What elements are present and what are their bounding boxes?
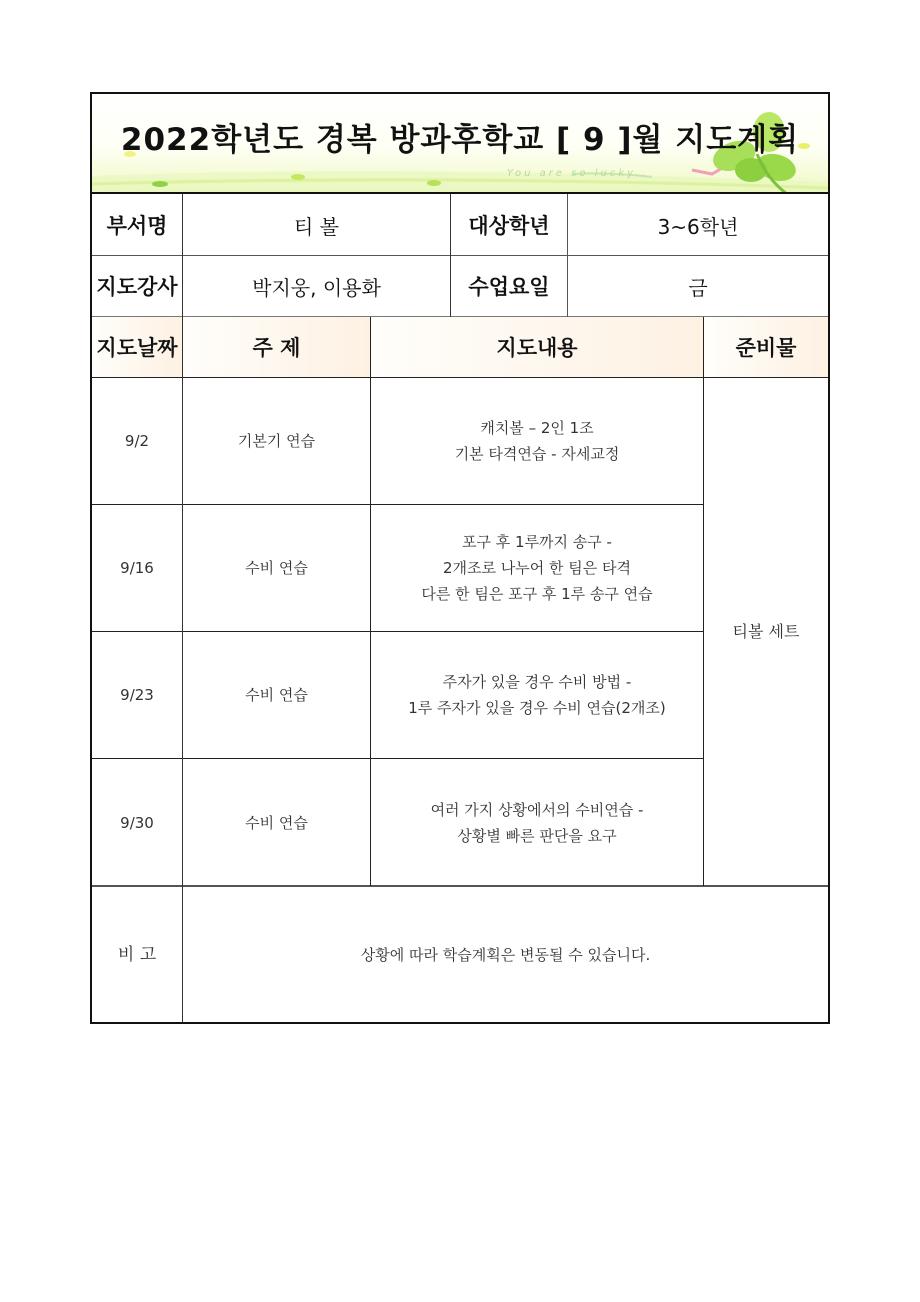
column-header-topic: 주 제 bbox=[183, 317, 370, 377]
row-2-content-line-1: 포구 후 1루까지 송구 - bbox=[462, 533, 612, 551]
row-2-date: 9/16 bbox=[120, 559, 154, 577]
remarks-text: 상황에 따라 학습계획은 변동될 수 있습니다. bbox=[360, 945, 651, 964]
row-1-topic: 기본기 연습 bbox=[237, 432, 316, 450]
row-4-content-line-1: 여러 가지 상황에서의 수비연습 - bbox=[430, 800, 644, 819]
title-banner bbox=[92, 94, 828, 194]
divider bbox=[92, 631, 704, 632]
instructor-value: 박지웅, 이용화 bbox=[252, 275, 381, 300]
divider bbox=[92, 885, 828, 887]
row-3-topic: 수비 연습 bbox=[245, 686, 308, 704]
row-2-content-line-3: 다른 한 팀은 포구 후 1루 송구 연습 bbox=[421, 585, 653, 603]
divider bbox=[92, 504, 704, 505]
row-3-date: 9/23 bbox=[120, 686, 154, 704]
materials-cell: 티볼 세트 bbox=[732, 622, 800, 641]
department-value: 티 볼 bbox=[294, 214, 339, 239]
column-header-materials: 준비물 bbox=[704, 317, 828, 377]
target-grade-label: 대상학년 bbox=[468, 214, 550, 238]
row-4-content bbox=[371, 759, 703, 886]
monthly-plan-table bbox=[90, 92, 830, 1024]
divider bbox=[567, 194, 568, 317]
divider bbox=[92, 255, 828, 256]
page-title: 2022학년도 경복 방과후학교 [ 9 ]월 지도계획 bbox=[120, 122, 800, 158]
row-2-content-line-2: 2개조로 나누어 한 팀은 타격 bbox=[442, 559, 631, 577]
row-1-date: 9/2 bbox=[124, 432, 150, 450]
row-1-content bbox=[371, 378, 703, 504]
row-1-content-line-1: 캐치볼 – 2인 1조 bbox=[480, 419, 594, 437]
row-2-content bbox=[371, 505, 703, 631]
row-4-topic: 수비 연습 bbox=[245, 813, 308, 832]
divider bbox=[92, 316, 828, 317]
department-label: 부서명 bbox=[106, 214, 168, 238]
column-header-date: 지도날짜 bbox=[92, 317, 182, 377]
divider bbox=[703, 317, 704, 886]
row-1-content-line-2: 기본 타격연습 - 자세교정 bbox=[454, 445, 620, 463]
remarks-label: 비 고 bbox=[117, 944, 157, 965]
row-2-topic: 수비 연습 bbox=[245, 559, 308, 577]
column-header-content: 지도내용 bbox=[371, 317, 703, 377]
divider bbox=[450, 194, 451, 317]
title-decoration-text: You are so lucky.. bbox=[507, 168, 648, 179]
row-3-content-line-1: 주자가 있을 경우 수비 방법 - bbox=[442, 673, 632, 691]
divider bbox=[370, 317, 371, 886]
row-3-content bbox=[371, 632, 703, 758]
class-day-label: 수업요일 bbox=[468, 275, 550, 299]
class-day-value: 금 bbox=[688, 275, 708, 300]
divider bbox=[92, 758, 704, 759]
divider bbox=[182, 194, 183, 1022]
instructor-label: 지도강사 bbox=[96, 275, 178, 299]
row-4-content-line-2: 상황별 빠른 판단을 요구 bbox=[457, 826, 617, 845]
divider bbox=[92, 377, 828, 378]
row-3-content-line-2: 1루 주자가 있을 경우 수비 연습(2개조) bbox=[408, 699, 666, 717]
row-4-date: 9/30 bbox=[120, 813, 154, 832]
target-grade-value: 3~6학년 bbox=[657, 214, 739, 239]
